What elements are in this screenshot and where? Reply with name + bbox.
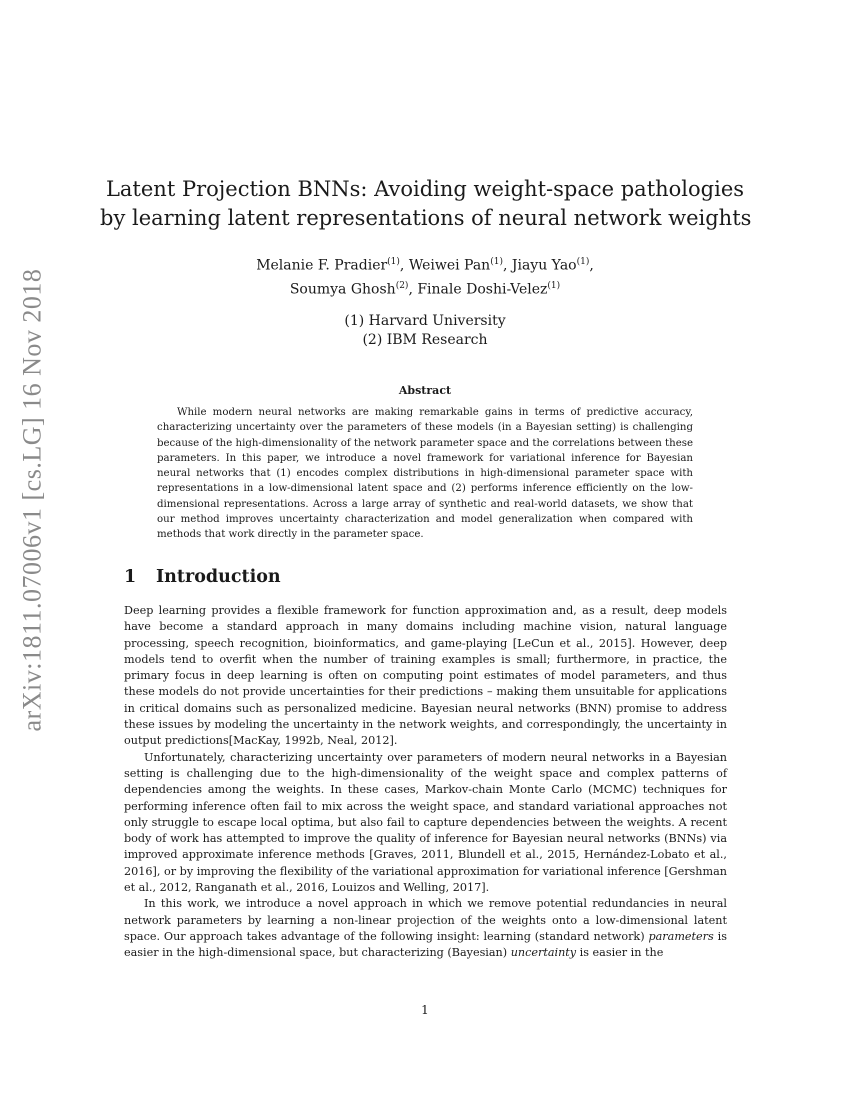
section-heading bbox=[124, 567, 524, 587]
author-name: Melanie F. Pradier bbox=[256, 257, 388, 274]
author-affil-marker: (1) bbox=[547, 280, 561, 291]
author-name: Finale Doshi-Velez bbox=[417, 281, 548, 298]
author-separator: , bbox=[408, 281, 418, 298]
author-line bbox=[160, 252, 690, 276]
emphasized-text: parameters bbox=[648, 929, 714, 943]
author-affil-marker: (1) bbox=[387, 257, 400, 267]
author-separator: , bbox=[502, 257, 512, 274]
author-list bbox=[160, 252, 690, 299]
affiliation-list bbox=[250, 312, 600, 350]
emphasized-text: uncertainty bbox=[510, 946, 577, 960]
arxiv-identifier: arXiv:1811.07006v1 [cs.LG] 16 Nov 2018 bbox=[17, 268, 46, 732]
author-affil-marker: (2) bbox=[395, 280, 409, 291]
paragraph-text: is easier in the high-dimensional space, but characterizing (Bayesian) bbox=[124, 929, 727, 960]
author-affil-marker: (1) bbox=[576, 257, 590, 267]
abstract-body bbox=[157, 405, 693, 543]
paper-title bbox=[100, 175, 750, 233]
page-number: 1 bbox=[421, 1003, 429, 1017]
author-separator: , bbox=[589, 257, 594, 274]
section-title: Introduction bbox=[156, 567, 281, 587]
title-line: Latent Projection BNNs: Avoiding weight-space pathologies bbox=[105, 177, 745, 201]
paragraph-text: is easier in the bbox=[576, 946, 664, 960]
author-name: Jiayu Yao bbox=[511, 257, 577, 274]
paragraph-text: In this work, we introduce a novel approach in which we remove potential redundancies in neural network parameters by learning a non-linear projection of the weights onto a low-dimensional latent space. Our approach takes advantage of the following insight: learning (standard network) bbox=[124, 897, 727, 943]
section-body bbox=[124, 603, 727, 962]
section-number: 1 bbox=[124, 567, 137, 587]
body-paragraph: Unfortunately, characterizing uncertainty over parameters of modern neural networks in a Bayesian setting is challenging due to the high-dimensionality of the weight space and complex patterns of dependencies among the weights. In these cases, Markov-chain Monte Carlo (MCMC) techniques for performing inference often fail to mix across the weight space, and standard variational approaches not only struggle to escape local optima, but also fail to capture dependencies between the weights. A recent body of work has attempted to improve the quality of inference for Bayesian neural networks (BNNs) via improved approximate inference methods [Graves, 2011, Blundell et al., 2015, Hernández-Lobato et al., 2016], or by improving the flexibility of the variational approximation for variational inference [Gershman et al., 2012, Ranganath et al., 2016, Louizos and Welling, 2017]. bbox=[124, 750, 727, 895]
body-paragraph bbox=[124, 896, 727, 961]
affiliation: (1) Harvard University bbox=[344, 313, 506, 329]
author-separator: , bbox=[399, 257, 409, 274]
arxiv-identifier-margin bbox=[6, 268, 58, 732]
affiliation: (2) IBM Research bbox=[362, 332, 488, 348]
author-line bbox=[160, 276, 690, 300]
author-name: Soumya Ghosh bbox=[289, 281, 396, 298]
abstract-paragraph: While modern neural networks are making remarkable gains in terms of predictive accuracy, characterizing uncertainty over the parameters of these models (in a Bayesian setting) is challenging because of the high-dimensionality of the network parameter space and the correlations between these parameters. In this paper, we introduce a novel framework for variational inference for Bayesian neural networks that (1) encodes complex distributions in high-dimensional parameter space with representations in a low-dimensional latent space and (2) performs inference efficiently on the low-dimensional representations. Across a large array of synthetic and real-world datasets, we show that our method improves uncertainty characterization and model generalization when compared with methods that work directly in the parameter space. bbox=[157, 407, 693, 541]
author-name: Weiwei Pan bbox=[408, 257, 491, 274]
author-affil-marker: (1) bbox=[490, 257, 503, 267]
body-paragraph: Deep learning provides a flexible framework for function approximation and, as a result, deep models have become a standard approach in many domains including machine vision, natural language processing, speech recognition, bioinformatics, and game-playing [LeCun et al., 2015]. However, deep models tend to overfit when the number of training examples is small; furthermore, in practice, the primary focus in deep learning is often on computing point estimates of model parameters, and thus these models do not provide uncertainties for their predictions – making them unsuitable for applications in critical domains such as personalized medicine. Bayesian neural networks (BNN) promise to address these issues by modeling the uncertainty in the network weights, and correspondingly, the uncertainty in output predictions[MacKay, 1992b, Neal, 2012]. bbox=[124, 604, 727, 748]
title-line: by learning latent representations of neural network weights bbox=[100, 206, 752, 230]
abstract-heading: Abstract bbox=[398, 384, 452, 397]
